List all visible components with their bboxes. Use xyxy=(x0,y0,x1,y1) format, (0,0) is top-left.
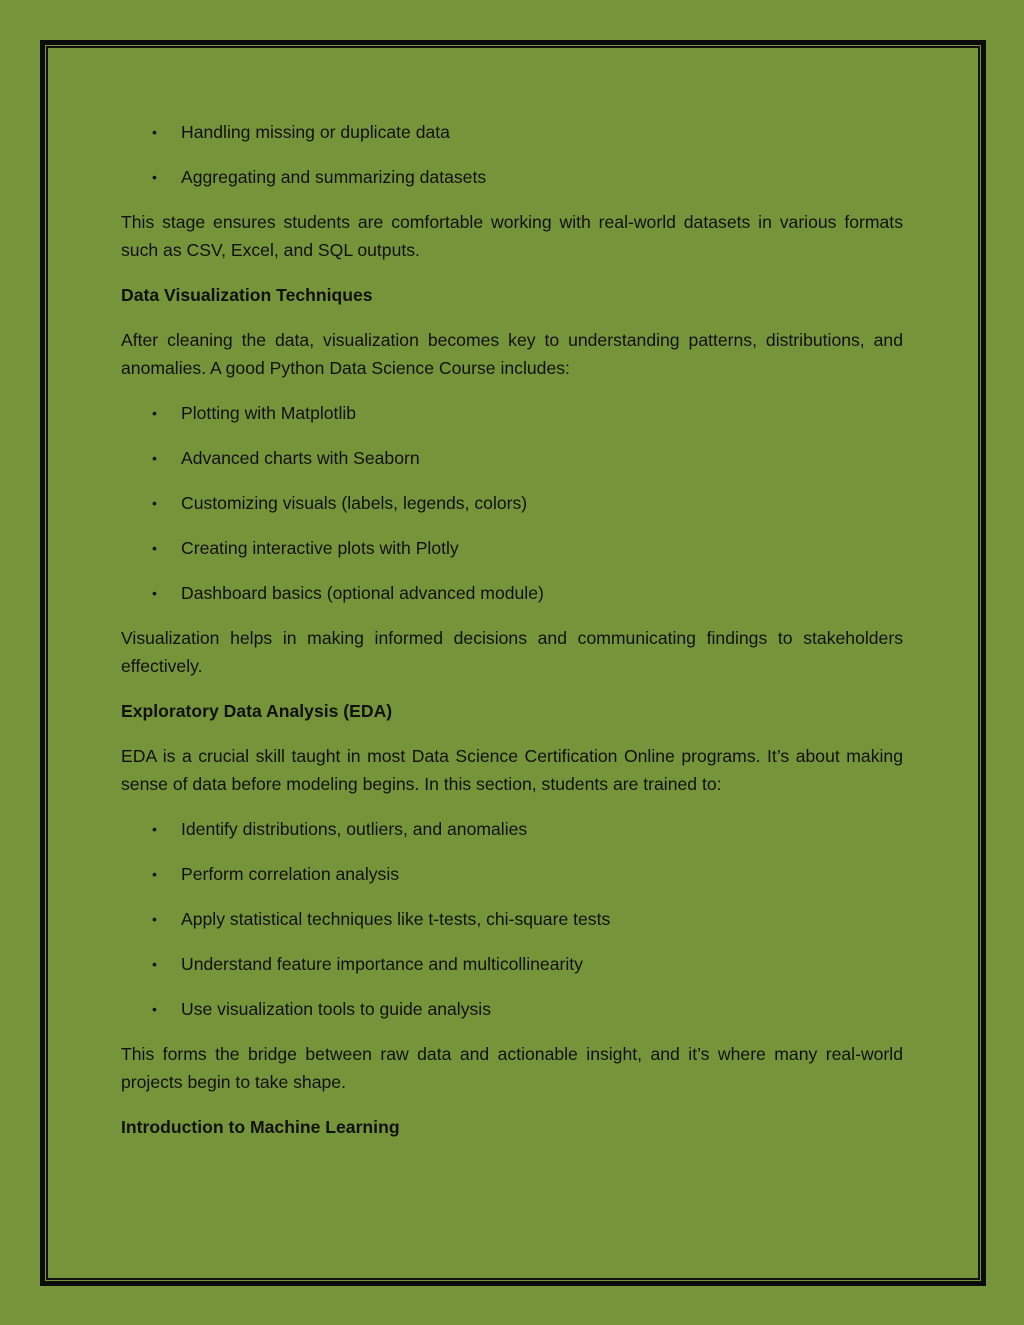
list-item-text: Identify distributions, outliers, and anomalies xyxy=(181,819,528,839)
list-item-text: Advanced charts with Seaborn xyxy=(181,448,420,468)
list-item-text: Use visualization tools to guide analysis xyxy=(181,999,492,1019)
list-item-text: Aggregating and summarizing datasets xyxy=(181,167,487,187)
bullet-list-eda xyxy=(121,815,903,1023)
bullet-icon: • xyxy=(152,956,157,972)
paragraph-visualization-intro: After cleaning the data, visualization becomes key to understanding patterns, distributions, and anomalies. A good Python Data Science Course includes: xyxy=(121,330,903,378)
list-item-text: Handling missing or duplicate data xyxy=(181,122,450,142)
section-heading-eda: Exploratory Data Analysis (EDA) xyxy=(121,701,393,721)
bullet-icon: • xyxy=(152,450,157,466)
list-item xyxy=(121,534,903,562)
list-item xyxy=(121,579,903,607)
list-item xyxy=(121,489,903,517)
paragraph-visualization-summary: Visualization helps in making informed decisions and communicating findings to stakeholders effectively. xyxy=(121,628,903,676)
bullet-icon: • xyxy=(152,821,157,837)
list-item xyxy=(121,950,903,978)
paragraph-eda-intro: EDA is a crucial skill taught in most Data Science Certification Online programs. It’s about making sense of data before modeling begins. In this section, students are trained to: xyxy=(121,746,903,794)
list-item xyxy=(121,860,903,888)
list-item-text: Apply statistical techniques like t-tests, chi-square tests xyxy=(181,909,611,929)
list-item-text: Customizing visuals (labels, legends, colors) xyxy=(181,493,528,513)
list-item xyxy=(121,444,903,472)
list-item xyxy=(121,399,903,427)
bullet-icon: • xyxy=(152,1001,157,1017)
section-heading-machine-learning: Introduction to Machine Learning xyxy=(121,1117,400,1137)
list-item xyxy=(121,163,903,191)
list-item xyxy=(121,905,903,933)
list-item xyxy=(121,118,903,146)
bullet-icon: • xyxy=(152,540,157,556)
section-heading-visualization: Data Visualization Techniques xyxy=(121,285,373,305)
bullet-list-data-cleaning xyxy=(121,118,903,191)
bullet-icon: • xyxy=(152,124,157,140)
list-item-text: Creating interactive plots with Plotly xyxy=(181,538,459,558)
paragraph-stage-summary: This stage ensures students are comfortable working with real-world datasets in various formats such as CSV, Excel, and SQL outputs. xyxy=(121,212,903,260)
list-item-text: Understand feature importance and multicollinearity xyxy=(181,954,583,974)
list-item-text: Plotting with Matplotlib xyxy=(181,403,357,423)
list-item xyxy=(121,995,903,1023)
bullet-icon: • xyxy=(152,866,157,882)
paragraph-eda-summary: This forms the bridge between raw data and actionable insight, and it’s where many real-world projects begin to take shape. xyxy=(121,1044,903,1092)
list-item xyxy=(121,815,903,843)
bullet-icon: • xyxy=(152,585,157,601)
list-item-text: Perform correlation analysis xyxy=(181,864,400,884)
bullet-icon: • xyxy=(152,911,157,927)
list-item-text: Dashboard basics (optional advanced module) xyxy=(181,583,544,603)
bullet-icon: • xyxy=(152,169,157,185)
bullet-icon: • xyxy=(152,495,157,511)
bullet-icon: • xyxy=(152,405,157,421)
document-body xyxy=(121,118,903,1158)
bullet-list-visualization xyxy=(121,399,903,607)
